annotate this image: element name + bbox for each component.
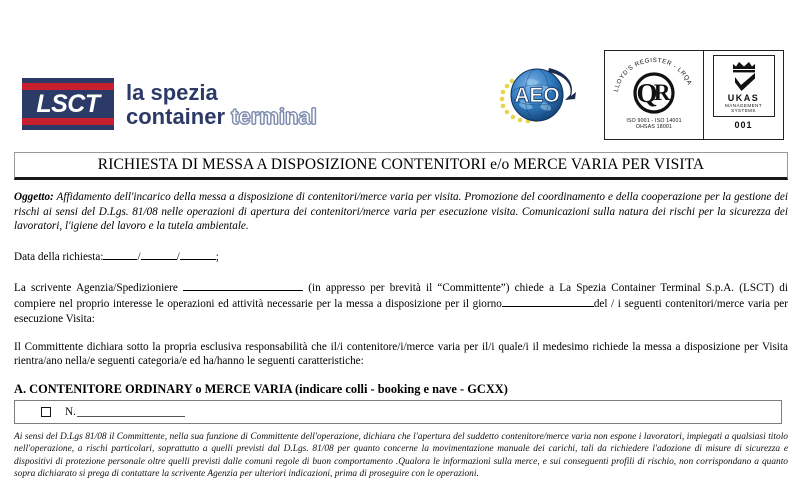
iso-line-2: OHSAS 18001 [635,124,673,130]
agency-text-part-3: del / i seguenti contenitori/merce varia per esecuzione Visita: [14,298,788,325]
agency-paragraph [14,279,788,327]
page-title: RICHIESTA DI MESSA A DISPOSIZIONE CONTENITORI e/o MERCE VARIA PER VISITA [97,156,705,173]
ukas-badge [703,51,783,139]
oggetto-paragraph [14,190,788,234]
ukas-inner-box [713,55,775,117]
aeo-logo [487,52,587,138]
ukas-subtitle [725,103,762,114]
wordmark-container-word: container [126,104,226,129]
ukas-sub-line-2: SYSTEMS [731,108,756,114]
ukas-crown-tick-icon [721,58,767,92]
lsct-logo [22,78,317,130]
ukas-sub-line-1: MANAGEMENT [725,103,762,108]
lsct-wordmark [126,78,317,128]
ukas-word: UKAS [727,93,760,103]
date-terminator: ; [215,250,219,263]
lsct-logo-acronym: LSCT [36,89,100,118]
wordmark-line-1: la spezia [126,80,218,105]
container-number-field[interactable] [77,406,185,417]
certification-badge-box [604,50,784,140]
oggetto-text: Affidamento dell'incarico della messa a disposizione di contenitori/merce varia per visita. Promozione del coordinamento e della cooperazione per la gestione dei rischi ai sensi del D.Lgs. 81/08 nelle operazioni di apertura dei contenitori/merce varia per esecuzione visita. Comunicazioni sulla natura dei rischi per la sicurezza dei lavoratori, l'igiene del lavoro e la tutela ambientale. [14,191,788,233]
svg-text:Q: Q [636,78,658,108]
date-year-field[interactable] [180,248,216,260]
svg-text:R: R [653,80,671,105]
lloyds-qr-mark-icon [607,53,701,117]
agency-name-field[interactable] [183,279,303,291]
wordmark-terminal-word: terminal [231,104,317,129]
container-number-label: N. [65,405,76,418]
aeo-label: AEO [514,84,560,107]
iso-line-1: ISO 9001 - ISO 14001 [626,118,682,124]
date-day-field[interactable] [103,248,137,260]
declaration-paragraph: Il Committente dichiara sotto la propria esclusiva responsabilità che il/i contenitore/i/merce varia per il/i quale/i il medesimo richiede la messa a disposizione per Visita rientra/ano nella/e seguenti categoria/e ed ha/hanno le seguenti caratteristiche: [14,340,788,368]
date-sep-2: / [176,250,180,263]
document-header [0,0,800,148]
legal-disclaimer-paragraph: Ai sensi del D.Lgs 81/08 il Committente, nella sua funzione di Committente dell'operazione, dichiara che l'apertura del suddetto contenitore/merce varia non espone i lavoratori, impiegati a qualsiasi titolo nell'operazione, a rischi particolari, soprattutto a quelli previsti dal D.Lgs. 81/08 per quanto concerne la movimentazione manuale dei carichi, tali da richiedere l'adozione di misure di sicurezza e dispositivi di protezione personale oltre quelli previsti dalle comuni regole di buon comportamento .Qualora le informazioni sulla merce, e sui conseguenti profili di rischio, non corrispondano a quanto sopra dichiarato si prega di contattare la scrivente Agenzia per ulteriori indicazioni, prima di proseguire con le operazioni. [14,431,788,479]
availability-date-field[interactable] [502,295,594,307]
document-title-box [14,152,788,180]
request-date-line [14,248,788,265]
iso-standards-text [626,118,681,130]
svg-text:LLOYD'S REGISTER - LRQA: LLOYD'S REGISTER - LRQA [612,56,694,93]
date-month-field[interactable] [141,248,177,260]
date-sep-1: / [137,250,141,263]
request-date-label: Data della richiesta: [14,250,104,263]
wordmark-line-2 [126,106,317,128]
ukas-accreditation-number: 001 [734,120,753,130]
lloyds-register-badge [605,51,703,139]
section-a-heading: A. CONTENITORE ORDINARY o MERCE VARIA (indicare colli - booking e nave - GCXX) [14,381,508,396]
aeo-globe-icon [487,52,587,138]
container-ordinary-checkbox[interactable] [41,407,51,417]
agency-text-part-2: (in appresso per brevità il “Committente”) chiede a La Spezia Container Terminal S.p.A. (LSCT) di compiere nel proprio interesse le operazioni ed attività necessarie per la messa a disposizione per il giorno [14,281,788,311]
document-body [14,190,788,480]
lsct-logo-mark [22,78,114,130]
section-a-entry-box [14,400,782,424]
oggetto-label: Oggetto: [14,191,54,203]
agency-text-part-1: La scrivente Agenzia/Spedizioniere [14,281,178,294]
